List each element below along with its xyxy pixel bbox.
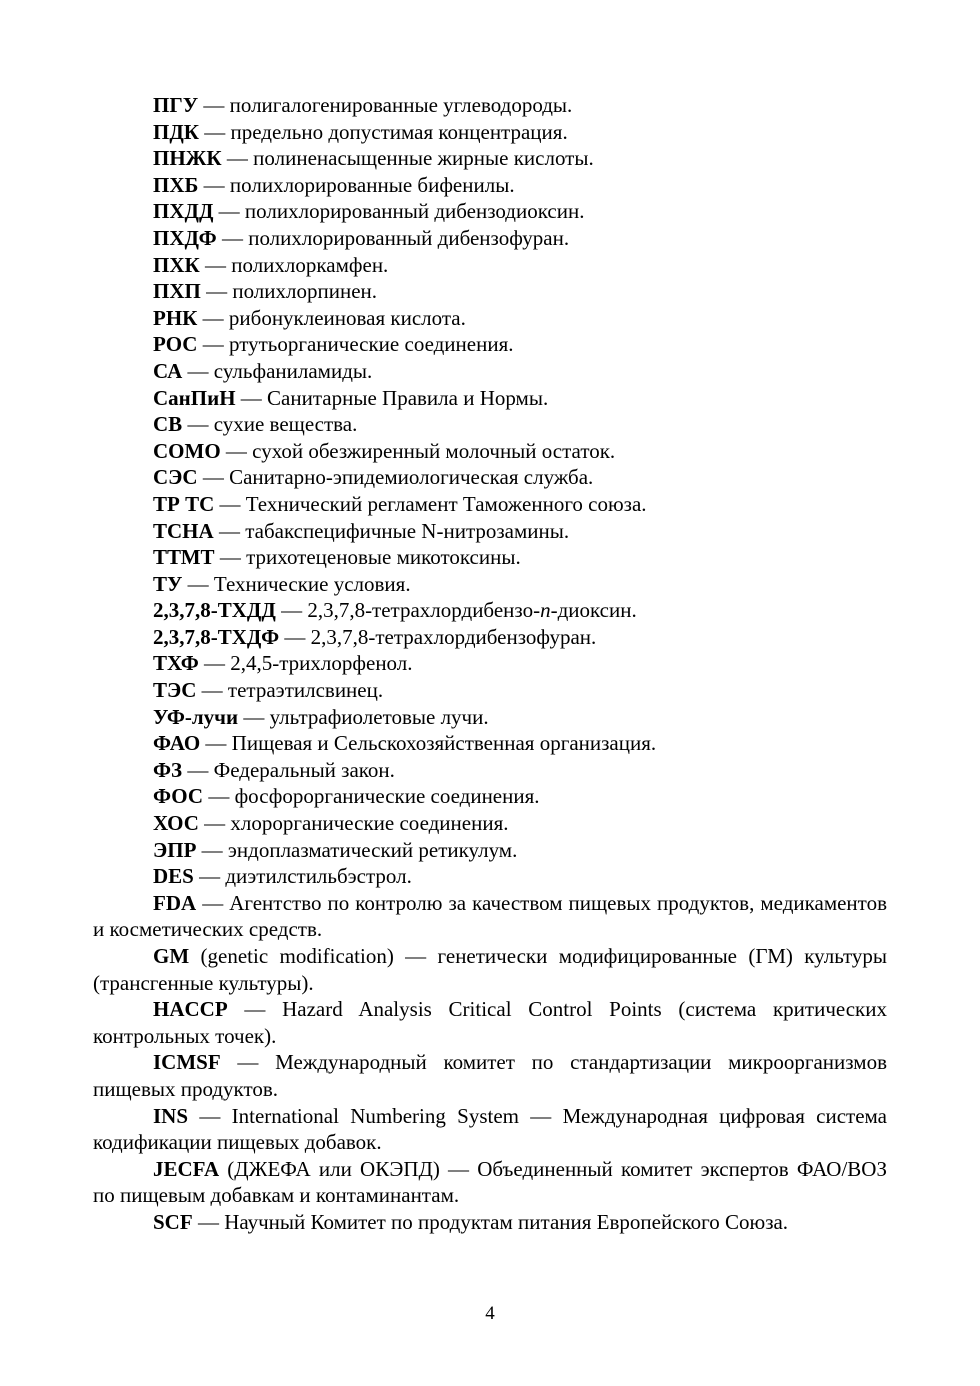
definition: — Санитарные Правила и Нормы. <box>235 385 549 410</box>
list-item <box>93 810 887 837</box>
definition: — 2,3,7,8-тетрахлордибензофуран. <box>279 624 597 649</box>
abbreviation: ТХФ <box>153 651 199 676</box>
abbreviation: ICMSF <box>153 1050 221 1075</box>
abbreviation: ТУ <box>153 571 183 596</box>
abbreviation: 2,3,7,8-ТХДД <box>153 598 276 623</box>
definition-italic: п <box>540 598 551 623</box>
abbreviation: РНК <box>153 305 198 330</box>
definition: — полигалогенированные углеводороды. <box>198 93 573 117</box>
definition: — диэтилстильбэстрол. <box>193 864 412 889</box>
abbreviation: ПХДФ <box>153 225 217 250</box>
abbreviation: ПГУ <box>153 93 199 117</box>
list-item <box>93 650 887 677</box>
abbreviation: INS <box>153 1103 189 1128</box>
definition: — полиненасыщенные жирные кислоты. <box>221 146 594 171</box>
list-item <box>93 996 887 1049</box>
definition: — сульфаниламиды. <box>182 358 373 383</box>
abbreviation: СА <box>153 358 183 383</box>
definition: — International Numbering System — Международная цифровая система кодификации пищевых добавок. <box>93 1103 887 1155</box>
abbreviation: ПХБ <box>153 172 199 197</box>
abbreviation: HACCP <box>153 997 228 1022</box>
list-item <box>93 704 887 731</box>
list-item <box>93 92 887 119</box>
abbreviation: РОС <box>153 332 198 357</box>
definition: — полихлорированный дибензодиоксин. <box>213 199 585 224</box>
definition: — предельно допустимая концентрация. <box>199 119 568 144</box>
list-item <box>93 757 887 784</box>
definition: — эндоплазматический ретикулум. <box>196 837 518 862</box>
definition: — Технические условия. <box>182 571 411 596</box>
definition: — Федеральный закон. <box>182 757 395 782</box>
definition: — тетраэтилсвинец. <box>196 678 384 703</box>
list-item <box>93 491 887 518</box>
list-item <box>93 837 887 864</box>
list-item <box>93 1156 887 1209</box>
definition: (ДЖЕФА или ОКЭПД) — Объединенный комитет экспертов ФАО/ВОЗ по пищевым добавкам и контаминантам. <box>93 1156 887 1208</box>
list-item <box>93 198 887 225</box>
list-item <box>93 225 887 252</box>
list-item <box>93 890 887 943</box>
abbreviation: ПХДД <box>153 199 214 224</box>
list-item <box>93 544 887 571</box>
definition: — сухие вещества. <box>182 412 358 437</box>
list-item <box>93 571 887 598</box>
abbreviation: СОМО <box>153 438 221 463</box>
list-item <box>93 1103 887 1156</box>
abbreviation: ФОС <box>153 784 204 809</box>
definition-end: -диоксин. <box>550 598 637 623</box>
definition: — Агентство по контролю за качеством пищевых продуктов, медикаментов и косметических средств. <box>93 890 887 942</box>
list-item <box>93 624 887 651</box>
definition: — 2,4,5-трихлорфенол. <box>198 651 413 676</box>
abbreviation: ПНЖК <box>153 146 222 171</box>
abbreviation: ФЗ <box>153 757 183 782</box>
definition: — Санитарно-эпидемиологическая служба. <box>197 465 594 490</box>
list-item <box>93 119 887 146</box>
definition: — Международный комитет по стандартизации микроорганизмов пищевых продуктов. <box>93 1050 887 1101</box>
list-item <box>93 518 887 545</box>
definition: — ртутьорганические соединения. <box>197 332 514 357</box>
abbreviation: ПХП <box>153 279 201 304</box>
abbreviation: ТЭС <box>153 678 197 703</box>
definition: — Научный Комитет по продуктам питания Европейского Союза. <box>192 1209 789 1234</box>
list-item <box>93 863 887 890</box>
list-item <box>93 331 887 358</box>
definition: — ультрафиолетовые лучи. <box>238 704 489 729</box>
list-item <box>93 411 887 438</box>
definition: — трихотеценовые микотоксины. <box>214 545 521 570</box>
list-item <box>93 1209 887 1236</box>
list-item <box>93 943 887 996</box>
abbreviation: SCF <box>153 1209 193 1234</box>
list-item <box>93 783 887 810</box>
abbreviation: УФ-лучи <box>153 704 239 729</box>
definition: — полихлоркамфен. <box>199 252 389 277</box>
abbreviation: DES <box>153 864 194 889</box>
definition: — полихлорированные бифенилы. <box>198 172 515 197</box>
abbreviation: GM <box>153 944 190 968</box>
definition: — табакспецифичные N-нитрозамины. <box>213 518 570 543</box>
list-item <box>93 172 887 199</box>
list-item <box>93 597 887 624</box>
abbreviation: ТТМТ <box>153 545 215 570</box>
list-item <box>93 358 887 385</box>
definition: — 2,3,7,8-тетрахлордибензо- <box>275 598 541 623</box>
abbreviation: ТР ТС <box>153 491 215 516</box>
abbreviation: ПДК <box>153 119 200 144</box>
definition: — полихлорпинен. <box>200 279 378 304</box>
abbreviation-list <box>93 92 887 1236</box>
definition: — полихлорированный дибензофуран. <box>216 225 570 250</box>
definition: — Пищевая и Сельскохозяйственная организация. <box>200 731 657 756</box>
list-item <box>93 145 887 172</box>
abbreviation: JECFA <box>153 1156 220 1181</box>
list-item <box>93 464 887 491</box>
list-item <box>93 730 887 757</box>
abbreviation: FDA <box>153 890 197 915</box>
abbreviation: СВ <box>153 412 183 437</box>
definition: — сухой обезжиренный молочный остаток. <box>220 438 616 463</box>
abbreviation: 2,3,7,8-ТХДФ <box>153 624 280 649</box>
definition: — Hazard Analysis Critical Control Points (система критических контрольных точек). <box>93 997 887 1048</box>
list-item <box>93 677 887 704</box>
abbreviation: ХОС <box>153 811 199 836</box>
abbreviation: ТСНА <box>153 518 214 543</box>
definition: — хлорорганические соединения. <box>198 811 509 836</box>
page-number: 4 <box>485 1303 495 1324</box>
list-item <box>93 1049 887 1102</box>
definition: — Технический регламент Таможенного союза. <box>214 491 647 516</box>
definition: (genetic modification) — генетически модифицированные (ГМ) культуры (трансгенные культуры). <box>93 944 887 995</box>
list-item <box>93 438 887 465</box>
list-item <box>93 385 887 412</box>
list-item <box>93 305 887 332</box>
definition: — рибонуклеиновая кислота. <box>197 305 466 330</box>
abbreviation: ФАО <box>153 731 201 756</box>
list-item <box>93 252 887 279</box>
abbreviation: СЭС <box>153 465 198 490</box>
definition: — фосфорорганические соединения. <box>203 784 540 809</box>
abbreviation: ЭПР <box>153 837 197 862</box>
abbreviation: СанПиН <box>153 385 236 410</box>
list-item <box>93 278 887 305</box>
abbreviation: ПХК <box>153 252 200 277</box>
